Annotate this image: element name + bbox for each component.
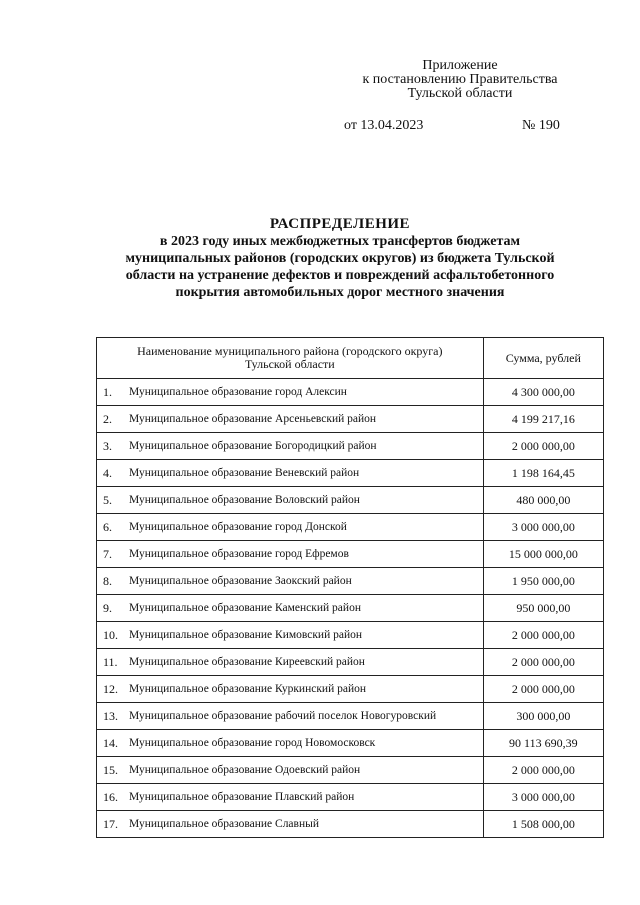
table-row [97, 433, 604, 460]
table-row [97, 514, 604, 541]
table-row [97, 568, 604, 595]
row-name-cell [97, 406, 484, 433]
row-name-cell [97, 433, 484, 460]
row-sum: 2 000 000,00 [483, 622, 603, 649]
row-sum: 2 000 000,00 [483, 649, 603, 676]
municipality-name: Муниципальное образование город Ефремов [129, 548, 349, 560]
table-row [97, 811, 604, 838]
row-name-cell [97, 730, 484, 757]
municipality-name: Муниципальное образование Куркинский район [129, 683, 367, 695]
row-sum: 4 300 000,00 [483, 379, 603, 406]
row-number: 3. [103, 438, 112, 453]
row-number: 4. [103, 465, 112, 480]
column-header-name-label: Наименование муниципального района (городского округа) Тульской области [137, 344, 443, 371]
municipality-name: Муниципальное образование Кимовский район [129, 629, 363, 641]
title-subtitle: в 2023 году иных межбюджетных трансфертов бюджетам муниципальных районов (городских округов) из бюджета Тульской области на устранение дефектов и повреждений асфальтобетонного покрытия автомобильных дорог местного значения [125, 234, 555, 300]
table-row [97, 730, 604, 757]
municipality-name: Муниципальное образование Киреевский район [129, 656, 365, 668]
row-name-cell [97, 703, 484, 730]
row-number: 8. [103, 573, 112, 588]
row-name-cell [97, 514, 484, 541]
row-number: 14. [103, 735, 118, 750]
row-sum: 1 950 000,00 [483, 568, 603, 595]
row-sum: 1 198 164,45 [483, 460, 603, 487]
municipality-name: Муниципальное образование Воловский район [129, 494, 360, 506]
row-sum: 90 113 690,39 [483, 730, 603, 757]
municipality-name: Муниципальное образование Плавский район [129, 791, 355, 803]
row-name-cell [97, 541, 484, 568]
table-row [97, 676, 604, 703]
row-name-cell [97, 460, 484, 487]
table-row [97, 622, 604, 649]
row-sum: 2 000 000,00 [483, 433, 603, 460]
row-number: 1. [103, 384, 112, 399]
table-body [97, 379, 604, 838]
table-row [97, 649, 604, 676]
row-name-cell [97, 784, 484, 811]
table-row [97, 379, 604, 406]
row-sum: 4 199 217,16 [483, 406, 603, 433]
municipality-name: Муниципальное образование Арсеньевский район [129, 413, 377, 425]
municipality-name: Муниципальное образование Одоевский район [129, 764, 361, 776]
municipality-name: Муниципальное образование город Новомосковск [129, 737, 376, 749]
table-row [97, 541, 604, 568]
table-row [97, 757, 604, 784]
row-sum: 2 000 000,00 [483, 676, 603, 703]
row-sum: 1 508 000,00 [483, 811, 603, 838]
row-name-cell [97, 379, 484, 406]
row-name-cell [97, 487, 484, 514]
municipality-name: Муниципальное образование город Донской [129, 521, 347, 533]
row-sum: 15 000 000,00 [483, 541, 603, 568]
row-number: 17. [103, 816, 118, 831]
row-name-cell [97, 568, 484, 595]
municipality-name: Муниципальное образование город Алексин [129, 386, 347, 398]
row-sum: 950 000,00 [483, 595, 603, 622]
table-row [97, 784, 604, 811]
column-header-sum: Сумма, рублей [483, 338, 603, 379]
row-number: 16. [103, 789, 118, 804]
table-row [97, 487, 604, 514]
decree-date: от 13.04.2023 [344, 118, 424, 133]
appendix-line: к постановлению Правительства [362, 72, 558, 87]
appendix-line: Тульской области [407, 86, 513, 101]
appendix-header [340, 59, 580, 101]
row-number: 10. [103, 627, 118, 642]
row-name-cell [97, 811, 484, 838]
document-title [60, 216, 620, 301]
appendix-line: Приложение [422, 58, 498, 73]
row-number: 12. [103, 681, 118, 696]
row-number: 9. [103, 600, 112, 615]
row-sum: 3 000 000,00 [483, 514, 603, 541]
row-sum: 2 000 000,00 [483, 757, 603, 784]
distribution-table [96, 337, 604, 838]
row-name-cell [97, 757, 484, 784]
row-number: 11. [103, 654, 118, 669]
municipality-name: Муниципальное образование Заокский район [129, 575, 352, 587]
municipality-name: Муниципальное образование Богородицкий район [129, 440, 377, 452]
table-header-row [97, 338, 604, 379]
row-number: 15. [103, 762, 118, 777]
table-row [97, 703, 604, 730]
row-sum: 300 000,00 [483, 703, 603, 730]
row-number: 2. [103, 411, 112, 426]
row-number: 6. [103, 519, 112, 534]
row-number: 13. [103, 708, 118, 723]
table-row [97, 406, 604, 433]
row-sum: 3 000 000,00 [483, 784, 603, 811]
table-row [97, 460, 604, 487]
title-main: РАСПРЕДЕЛЕНИЕ [269, 216, 411, 232]
column-header-name [97, 338, 484, 379]
row-name-cell [97, 595, 484, 622]
municipality-name: Муниципальное образование Веневский район [129, 467, 360, 479]
municipality-name: Муниципальное образование Каменский район [129, 602, 361, 614]
municipality-name: Муниципальное образование рабочий поселок Новогуровский [129, 710, 437, 722]
row-name-cell [97, 622, 484, 649]
decree-number: № 190 [522, 118, 560, 133]
row-sum: 480 000,00 [483, 487, 603, 514]
row-number: 7. [103, 546, 112, 561]
row-name-cell [97, 676, 484, 703]
row-name-cell [97, 649, 484, 676]
table-row [97, 595, 604, 622]
municipality-name: Муниципальное образование Славный [129, 818, 320, 830]
row-number: 5. [103, 492, 112, 507]
